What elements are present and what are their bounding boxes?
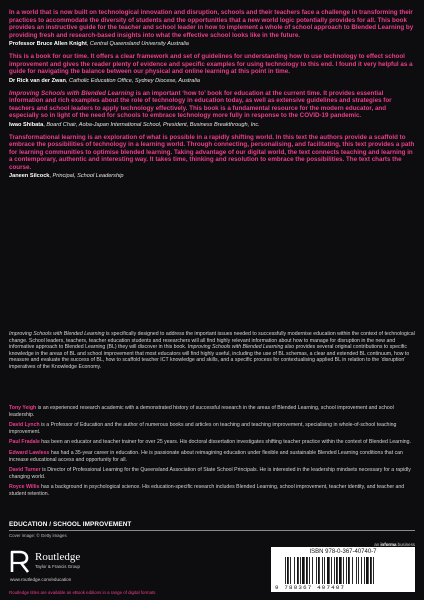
barcode-bar [343,557,344,584]
barcode-bar [339,557,342,584]
endorsement-text: Transformational learning is an exploration of what is possible in a rapidly shifting world. In this text the authors provide a scaffold to embrace the possibilities of technology in a learning world. Through connecting, personalising, and facilitating, this text provides a path for learning communities to optimise blended learning. Taking advantage of our digital world, the text connects teaching and learning in a contemporary, authentic and interesting way. It takes time, thinking and resolution to embrace the possibilities. The text charts the course. [9,133,415,171]
endorsement-attribution: Professor Bruce Allen Knight, Central Queensland University Australia [9,41,189,47]
endorsements [9,9,415,185]
barcode-bar [309,557,310,584]
book-description: Improving Schools with Blended Learning is specifically designed to address the important issues needed to successfully modernise education within the context of technological change. School leaders, teachers, teacher education students and researchers will all find highly relevant information about how to manage for disruption in the new and informative approach to Blended Learning (BL) they will discover in this book. Improving Schools with Blended Learning also provides several original contributions to specific knowledge in the areas of BL and school improvement that most educators will find highly useful, including the use of BL schemas, a clear and extended BL continuum, how to measure and evaluate the success of BL, how to scaffold teacher ICT knowledge and skills, and a specific process for contextualising applied BL in relation to the ‘disruption’ imperatives of the Knowledge Economy. [9,331,415,370]
author-name: David Lynch [9,422,40,429]
informa-business-tag: an informa business [374,542,415,547]
cover-image-credit: Cover image: © Getty images [9,533,67,538]
author-name: Edward Lawless [9,449,50,456]
author-name: Royce Willis [9,484,40,491]
author-name: Paul Fradale [9,439,40,446]
book-title-inline: Improving Schools with Blended Learning [9,331,105,337]
publisher-group: Taylor & Francis Group [35,564,80,569]
endorser-name: Janeen Silcock [9,173,50,179]
author-bio: Paul Fradale has been an educator and teacher trainer for over 25 years. His doctoral dissertation investigates shifting teacher practice within the context of Blended Learning. [9,439,411,446]
barcode-bar [285,557,286,584]
barcode-bar [352,557,353,584]
barcode-bar [327,557,330,584]
book-title-inline: Improving Schools with Blended Learning [187,344,284,351]
author-name: David Turner [9,467,41,474]
barcode-bar [331,557,332,584]
endorsement-body: is an important ‘how to’ book for education at the current time. It provides essential information and rich examples about the role of technology in education today, as well as extensive guidelines and strategies for teachers and school leaders to apply technology effectively. This book is a fundamental resource for the modern educator, and especially so in light of the need for schools to embrace technology more fully in response to the COVID-19 pandemic. [9,89,392,119]
ebook-note: Routledge titles are available as eBook editions in a range of digital formats [9,590,156,595]
barcode-bar [366,557,369,584]
author-name: Tony Yeigh [9,405,37,411]
barcode-bar [322,557,323,584]
divider [9,530,415,531]
endorsement-attribution: Janeen Silcock, Principal, School Leadership [9,173,124,179]
routledge-logo [10,550,130,578]
endorsement-attribution: Iwao Shibata, Board Chair, Aoba-Japan International School, President, Business Breakthrough, Inc. [9,121,260,128]
author-bios [9,405,415,502]
author-bio: Royce Willis has a background in psychological science. His education-specific research includes Blended Learning, school improvement, teacher identity, and teacher and student retention. [9,484,405,497]
barcode-bar [297,557,299,584]
barcode-digits: 9 780367 407407 [275,584,346,591]
barcode-bar [334,557,335,584]
book-title-inline: Improving Schools with Blended Learning [9,89,135,97]
publisher-url: www.routledge.com/education [10,577,72,582]
barcode-bar [318,557,320,584]
routledge-mark-icon [10,550,30,574]
barcode-bar [361,557,362,584]
barcode-bar [294,557,295,584]
barcode-bar [348,557,350,584]
barcode-bar [316,557,317,584]
barcode-bar [336,557,338,584]
barcode-bar [356,557,357,584]
barcode-bar [290,557,291,584]
endorsement-text: In a world that is now built on technological innovation and disruption, schools and their teachers face a challenge in transforming their practices to accommodate the diversity of students and the opportunities that a new world logic potentially provides for all. This book provides an instructive guide for the teacher and school leader in how to implement a whole of school approach to Blended Learning by providing fresh and research-based insights into what the effective school looks like in the future. [9,9,414,39]
barcode-bar [358,557,359,584]
author-bio: Edward Lawless has had a 35-year career in education. He is passionate about reimagining education under flexible and sustainable Blended Learning conditions that can increase educational access and opportunity for all. [9,449,403,463]
barcode-bar [346,557,347,584]
barcode-bar [306,557,308,584]
endorser-name: Professor Bruce Allen Knight [9,41,87,47]
barcode-bar [302,557,305,584]
isbn: ISBN 978-0-367-40740-7 [309,549,377,555]
publisher-name: Routledge [35,551,81,563]
endorser-name: Dr Rick van der Zwan [9,77,66,84]
endorsement-attribution: Dr Rick van der Zwan, Catholic Education Office, Sydney Diocese, Australia [9,77,200,84]
author-bio: David Lynch is a Professor of Education and the author of numerous books and articles on teaching and teaching improvement, specialising in whole-of-school teaching improvement. [9,422,397,435]
barcode-bar [364,557,365,584]
barcode-bar [287,557,289,584]
barcode-bar [300,557,301,584]
endorser-affiliation: Board Chair, Aoba-Japan International School, President, Business Breakthrough, Inc. [46,121,260,128]
subject-category: EDUCATION / SCHOOL IMPROVEMENT [9,521,132,528]
author-bio: Tony Yeigh is an experienced research academic with a demonstrated history of successful research in the areas of Blended Learning, school improvement and school leadership. [9,405,394,418]
endorser-affiliation: Central Queensland University Australia [89,41,189,47]
barcode-bar [312,557,313,584]
barcode-bar [373,557,374,584]
barcode-bars-icon [285,557,409,584]
barcode [271,547,415,592]
endorsement-text: This is a book for our time. It offers a clear framework and set of guidelines for understanding how to use technology to effect school improvement and gives the reader plenty of evidence and specific examples for using technology to this end. I found it very helpful as a guide for navigating the balance between our physical and online learning at this point in time. [9,53,413,75]
endorser-name: Iwao Shibata [9,121,44,128]
endorsement-text [9,90,415,120]
barcode-bar [324,557,325,584]
endorser-affiliation: Catholic Education Office, Sydney Diocese, Australia [69,77,200,84]
barcode-bar [370,557,372,584]
author-bio: David Turner is Director of Professional Learning for the Queensland Association of State School Principals. He is interested in the leadership mindsets necessary for a rapidly changing world. [9,467,411,480]
endorser-affiliation: Principal, School Leadership [52,173,124,179]
